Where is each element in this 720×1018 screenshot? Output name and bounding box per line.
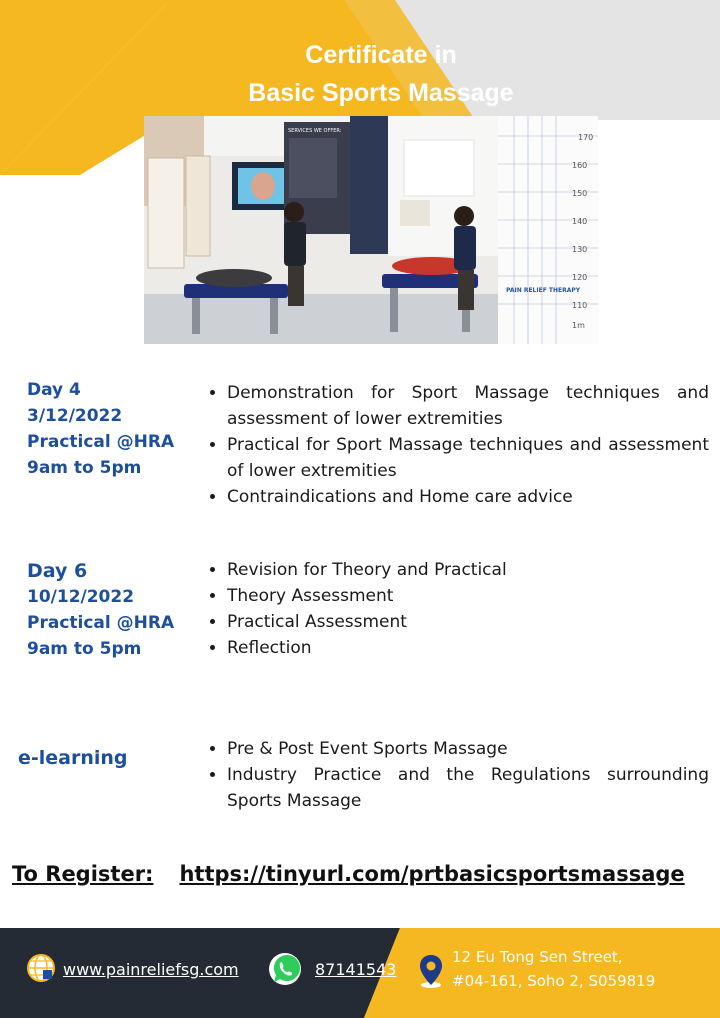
photo-logo-text: PAIN RELIEF THERAPY [506, 287, 581, 294]
chart-tick: 130 [572, 245, 588, 254]
register-label: To Register: [12, 862, 154, 886]
day-time: 9am to 5pm [27, 458, 142, 478]
list-item: • Industry Practice and the Regulations surrounding Sports Massage [227, 762, 709, 814]
chart-tick: 170 [578, 133, 594, 142]
list-item: • Revision for Theory and Practical [227, 557, 709, 583]
day-title: e-learning [18, 747, 128, 769]
chart-tick: 160 [572, 161, 588, 170]
address [452, 945, 655, 993]
location-pin-icon [417, 953, 445, 989]
chart-tick: 1m [572, 321, 585, 330]
phone-link[interactable]: 87141543 [315, 960, 397, 979]
day-date: 10/12/2022 [27, 587, 135, 607]
globe-icon [26, 953, 56, 983]
list-item: • Contraindications and Home care advice [227, 484, 709, 510]
day-time: 9am to 5pm [27, 639, 142, 659]
address-line: #04-161, Soho 2, S059819 [452, 972, 656, 990]
day-date: 3/12/2022 [27, 406, 123, 426]
day-title: Day 6 [27, 560, 88, 582]
register-link[interactable]: https://tinyurl.com/prtbasicsportsmassage [179, 862, 685, 886]
chart-tick: 150 [572, 189, 588, 198]
day6-label [27, 558, 174, 662]
register-line[interactable] [12, 862, 712, 886]
chart-tick: 110 [572, 301, 588, 310]
website-link[interactable]: www.painreliefsg.com [63, 960, 239, 979]
address-line: 12 Eu Tong Sen Street, [452, 948, 623, 966]
list-item: • Reflection [227, 635, 709, 661]
day-venue: Practical @HRA [27, 432, 175, 452]
day-venue: Practical @HRA [27, 613, 175, 633]
list-item: • Theory Assessment [227, 583, 709, 609]
page-title: Certificate in Basic Sports Massage [248, 41, 514, 107]
whatsapp-icon [267, 951, 303, 987]
day6-topics [205, 557, 709, 661]
elearning-topics [205, 736, 709, 814]
elearning-label [18, 745, 128, 771]
day4-topics [205, 380, 709, 510]
list-item: • Demonstration for Sport Massage techniques and assessment of lower extremities [227, 380, 709, 432]
clinic-photo [144, 116, 598, 344]
list-item: • Pre & Post Event Sports Massage [227, 736, 709, 762]
list-item: • Practical for Sport Massage techniques and assessment of lower extremities [227, 432, 709, 484]
list-item: • Practical Assessment [227, 609, 709, 635]
chart-tick: 140 [572, 217, 588, 226]
chart-tick: 120 [572, 273, 588, 282]
poster-heading: SERVICES WE OFFER: [288, 128, 342, 134]
day-title: Day 4 [27, 380, 81, 400]
day4-label [27, 377, 174, 481]
